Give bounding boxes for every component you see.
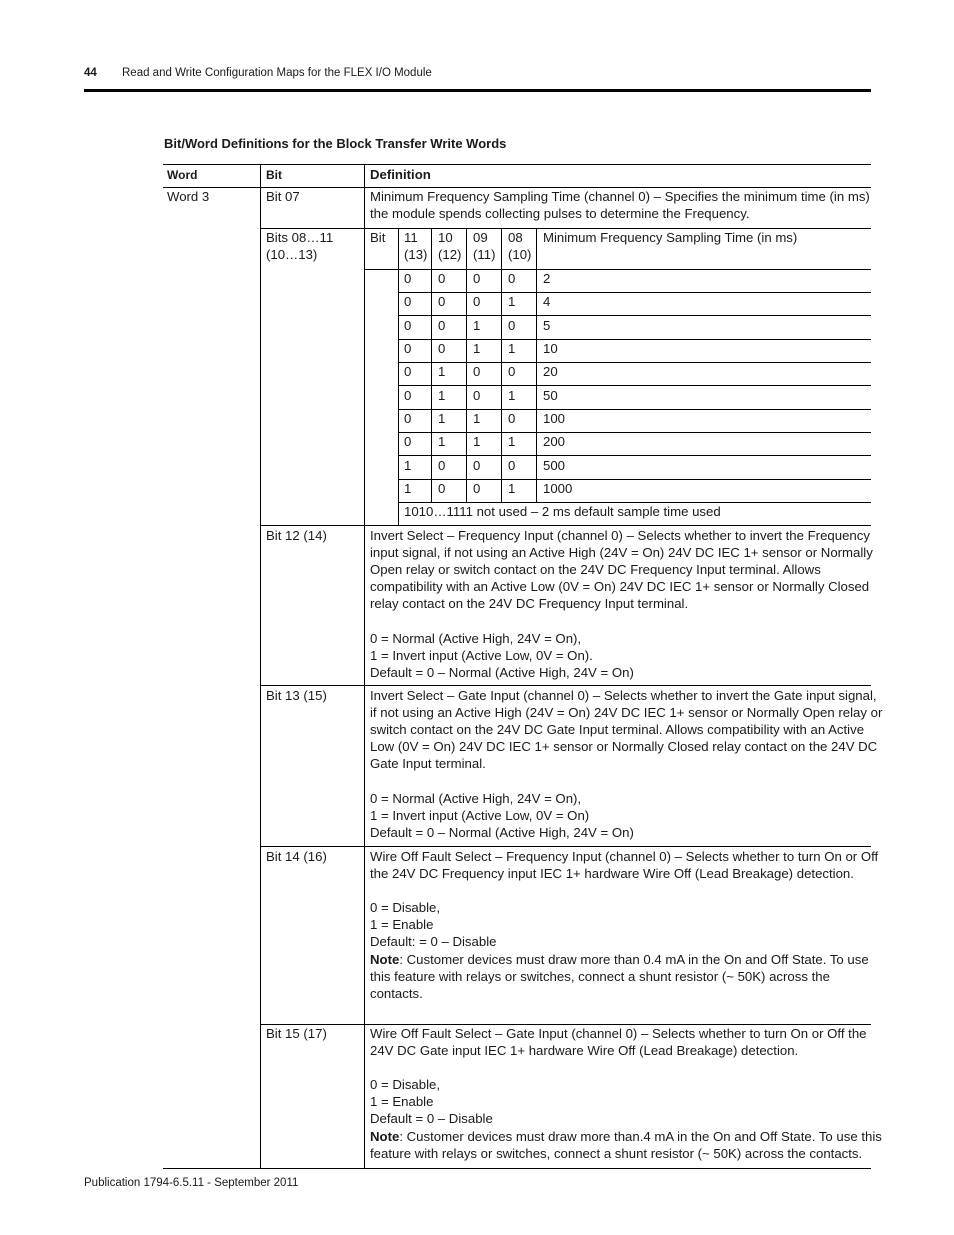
bit-12-definition: Invert Select – Frequency Input (channel 0) – Selects whether to invert the Frequency input signal, if not using an Active High (24V = On) 24V DC IEC 1+ sensor or Normally Open relay or switch contact on the 24V DC Frequency Input terminal. Allows compatibility with an Active Low (0V = On) 24V DC IEC 1+ sensor or Normally Closed relay contact on the 24V DC Frequency Input terminal. 0 = Normal (Active High, 24V = On), 1 = Invert input (Active Low, 0V = On). Default = 0 – Normal (Active High, 24V = On) <box>370 528 873 680</box>
row-rule <box>399 339 871 340</box>
row-rule <box>399 479 871 480</box>
bit-09-value: 0 <box>473 294 481 309</box>
publication-footer: Publication 1794-6.5.11 - September 2011 <box>84 1177 299 1189</box>
subheader-bit-09: 09 (11) <box>473 230 496 263</box>
page-number: 44 <box>84 67 97 79</box>
bits-08-11-label: Bits 08…11 (10…13) <box>266 230 334 263</box>
bit-14-label: Bit 14 (16) <box>266 849 327 864</box>
bit-15-definition: Wire Off Fault Select – Gate Input (channel 0) – Selects whether to turn On or Off the 24V DC Gate input IEC 1+ hardware Wire Off (Lead Breakage) detection. 0 = Disable, 1 = Enable Default = 0 – Disable Note: Customer devices must draw more than.4 mA in the On and Off State. To use this feature with relays or switches, connect a shunt resistor (~ 50K) across the contacts. <box>370 1026 882 1161</box>
bit-08-value: 1 <box>508 481 516 496</box>
bit-09-value: 1 <box>473 318 481 333</box>
table-bottom-rule <box>163 1168 871 1169</box>
bit-11-value: 0 <box>404 318 412 333</box>
subheader-sampling-time: Minimum Frequency Sampling Time (in ms) <box>543 230 798 245</box>
bit-15-label: Bit 15 (17) <box>266 1026 327 1041</box>
bit-14-definition: Wire Off Fault Select – Frequency Input (channel 0) – Selects whether to turn On or Off the 24V DC Frequency input IEC 1+ hardware Wire Off (Lead Breakage) detection. 0 = Disable, 1 = Enable Default: = 0 – Disable Note: Customer devices must draw more than 0.4 mA in the On and Off State. To use this feature with relays or switches, connect a shunt resistor (~ 50K) across the contacts. <box>370 849 879 1001</box>
note-label: Note <box>370 1128 400 1144</box>
bit-09-value: 0 <box>473 364 481 379</box>
sampling-time-value: 2 <box>543 271 551 286</box>
column-header-definition: Definition <box>370 167 431 182</box>
bit-10-value: 1 <box>438 364 446 379</box>
bit-08-value: 0 <box>508 271 516 286</box>
bit-08-value: 1 <box>508 388 516 403</box>
bit-11-value: 0 <box>404 411 412 426</box>
bit-11-value: 0 <box>404 271 412 286</box>
bit-08-value: 1 <box>508 294 516 309</box>
row-rule <box>399 362 871 363</box>
table-top-rule <box>163 164 871 165</box>
bit-08-value: 0 <box>508 458 516 473</box>
bit-08-value: 1 <box>508 434 516 449</box>
subcolumn-rule <box>398 228 399 525</box>
bit-08-value: 0 <box>508 364 516 379</box>
bit-10-value: 0 <box>438 294 446 309</box>
sampling-time-value: 100 <box>543 411 566 426</box>
bit-09-value: 0 <box>473 388 481 403</box>
subcolumn-rule <box>501 228 502 502</box>
bit-11-value: 0 <box>404 388 412 403</box>
bit-09-value: 1 <box>473 411 481 426</box>
subheader-bit-08: 08 (10) <box>508 230 532 263</box>
bit-10-value: 1 <box>438 411 446 426</box>
row-rule <box>261 846 871 847</box>
subheader-bit-10: 10 (12) <box>438 230 462 263</box>
sampling-time-value: 5 <box>543 318 551 333</box>
bit-11-value: 1 <box>404 458 412 473</box>
bit-10-value: 0 <box>438 271 446 286</box>
bit-07-definition: Minimum Frequency Sampling Time (channel 0) – Specifies the minimum time (in ms) the module spends collecting pulses to determine the Frequency. <box>370 189 870 222</box>
column-rule <box>364 164 365 1169</box>
table-title: Bit/Word Definitions for the Block Transfer Write Words <box>164 136 507 151</box>
row-rule <box>399 432 871 433</box>
subcolumn-rule <box>536 228 537 502</box>
sampling-time-value: 50 <box>543 388 558 403</box>
sampling-time-value: 20 <box>543 364 558 379</box>
bit-09-value: 1 <box>473 341 481 356</box>
sampling-time-value: 10 <box>543 341 558 356</box>
header-rule <box>84 89 871 92</box>
sampling-time-value: 500 <box>543 458 566 473</box>
bit-11-value: 1 <box>404 481 412 496</box>
bit-10-value: 1 <box>438 388 446 403</box>
row-rule <box>399 385 871 386</box>
subheader-bit: Bit <box>370 230 386 245</box>
bit-10-value: 0 <box>438 481 446 496</box>
bit-09-value: 1 <box>473 434 481 449</box>
bit-08-value: 0 <box>508 318 516 333</box>
row-rule <box>399 315 871 316</box>
bit-11-value: 0 <box>404 434 412 449</box>
bit-09-value: 0 <box>473 271 481 286</box>
sampling-time-value: 4 <box>543 294 551 309</box>
subcolumn-rule <box>466 228 467 502</box>
note-label: Note <box>370 951 400 967</box>
row-rule <box>399 409 871 410</box>
column-header-bit: Bit <box>266 168 282 182</box>
bit-10-value: 0 <box>438 318 446 333</box>
column-header-word: Word <box>167 168 198 182</box>
column-rule <box>260 164 261 1169</box>
bit-11-value: 0 <box>404 341 412 356</box>
bit-10-value: 0 <box>438 341 446 356</box>
row-rule <box>399 455 871 456</box>
row-rule <box>261 525 871 526</box>
bit-11-value: 0 <box>404 294 412 309</box>
word-label: Word 3 <box>167 189 210 204</box>
subheader-bit-11: 11 (13) <box>404 230 428 263</box>
bit-07-label: Bit 07 <box>266 189 300 204</box>
bit-13-definition: Invert Select – Gate Input (channel 0) – Selects whether to invert the Gate input signal, if not using an Active High (24V = On) 24V DC IEC 1+ sensor or Normally Open relay or switch contact on the 24V DC Gate Input terminal. Allows compatibility with an Active Low (0V = On) 24V DC IEC 1+ sensor or Normally Closed relay contact on the 24V DC Gate Input terminal. 0 = Normal (Active High, 24V = On), 1 = Invert input (Active Low, 0V = On) Default = 0 – Normal (Active High, 24V = On) <box>370 688 883 840</box>
bit-11-value: 0 <box>404 364 412 379</box>
subcolumn-rule <box>431 228 432 502</box>
bit-10-value: 1 <box>438 434 446 449</box>
bit-09-value: 0 <box>473 481 481 496</box>
bit-08-value: 1 <box>508 341 516 356</box>
row-rule <box>261 685 871 686</box>
bit-word-definitions-table <box>163 164 883 1169</box>
bit-08-value: 0 <box>508 411 516 426</box>
not-used-note: 1010…1111 not used – 2 ms default sample time used <box>404 504 721 519</box>
bit-09-value: 0 <box>473 458 481 473</box>
bit-13-label: Bit 13 (15) <box>266 688 327 703</box>
sampling-time-value: 200 <box>543 434 566 449</box>
sampling-time-value: 1000 <box>543 481 573 496</box>
running-header-title: Read and Write Configuration Maps for the FLEX I/O Module <box>122 67 432 79</box>
bit-12-label: Bit 12 (14) <box>266 528 327 543</box>
row-rule <box>399 292 871 293</box>
bit-10-value: 0 <box>438 458 446 473</box>
